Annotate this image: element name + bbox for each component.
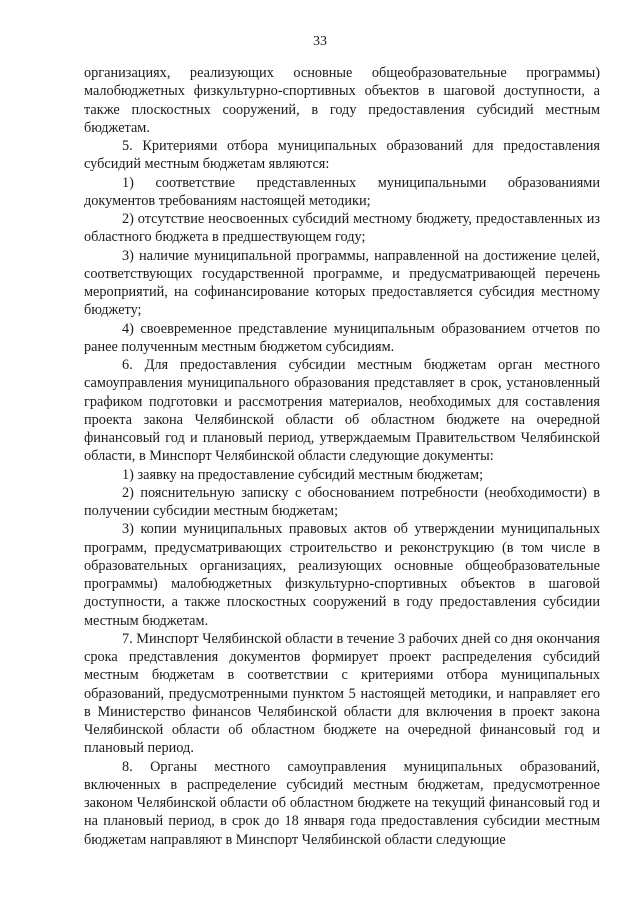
paragraph-criterion-2: 2) отсутствие неосвоенных субсидий местному бюджету, предоставленных из областного бюджета в предшествующем году; bbox=[84, 211, 600, 246]
paragraph-criterion-1: 1) соответствие представленных муниципальными образованиями документов требованиям настоящей методики; bbox=[84, 174, 600, 209]
paragraph-criterion-3: 3) наличие муниципальной программы, направленной на достижение целей, соответствующих государственной программе, и предусматривающей перечень мероприятий, на софинансирование которых предоставляется субсидия местному бюджету; bbox=[84, 247, 600, 319]
paragraph-document-2: 2) пояснительную записку с обоснованием потребности (необходимости) в получении субсидии местным бюджетам; bbox=[84, 484, 600, 519]
paragraph-item-6: 6. Для предоставления субсидии местным бюджетам орган местного самоуправления муниципального образования представляет в срок, установленный графиком подготовки и рассмотрения материалов, необходимых для составления проекта закона Челябинской области об областном бюджете на очередной финансовый год и плановый период, утверждаемым Правительством Челябинской области, в Минспорт Челябинской области следующие документы: bbox=[84, 357, 600, 465]
paragraph-document-1: 1) заявку на предоставление субсидий местным бюджетам; bbox=[122, 466, 484, 483]
paragraph-document-3: 3) копии муниципальных правовых актов об утверждении муниципальных программ, предусматривающих строительство и реконструкцию (в том числе в образовательных организациях, реализующих основные общеобразовательные программы) малобюджетных физкультурно-спортивных объектов в шаговой доступности, а также плоскостных сооружений в году предоставления субсидии местным бюджетам. bbox=[84, 521, 600, 629]
page-number: 33 bbox=[313, 34, 327, 49]
document-body bbox=[84, 64, 600, 849]
paragraph-item-8: 8. Органы местного самоуправления муниципальных образований, включенных в распределение субсидий местным бюджетам, предусмотренное законом Челябинской области об областном бюджете на текущий финансовый год и на плановый период, в срок до 18 января года предоставления субсидии местным бюджетам направляют в Минспорт Челябинской области следующие bbox=[84, 758, 600, 848]
paragraph-item-7: 7. Минспорт Челябинской области в течение 3 рабочих дней со дня окончания срока представления документов формирует проект распределения субсидий местным бюджетам в соответствии с критериями отбора муниципальных образований, предусмотренными пунктом 5 настоящей методики, и направляет его в Министерство финансов Челябинской области для включения в проект закона Челябинской области об областном бюджете на очередной финансовый год и плановый период. bbox=[84, 630, 600, 757]
paragraph-criterion-4: 4) своевременное представление муниципальным образованием отчетов по ранее полученным местным бюджетом субсидиям. bbox=[84, 320, 600, 355]
paragraph-item-5: 5. Критериями отбора муниципальных образований для предоставления субсидий местным бюджетам являются: bbox=[84, 138, 600, 173]
paragraph-continuation: организациях, реализующих основные общеобразовательные программы) малобюджетных физкультурно-спортивных объектов в шаговой доступности, а также плоскостных сооружений, в году предоставления субсидий местным бюджетам. bbox=[84, 65, 600, 136]
